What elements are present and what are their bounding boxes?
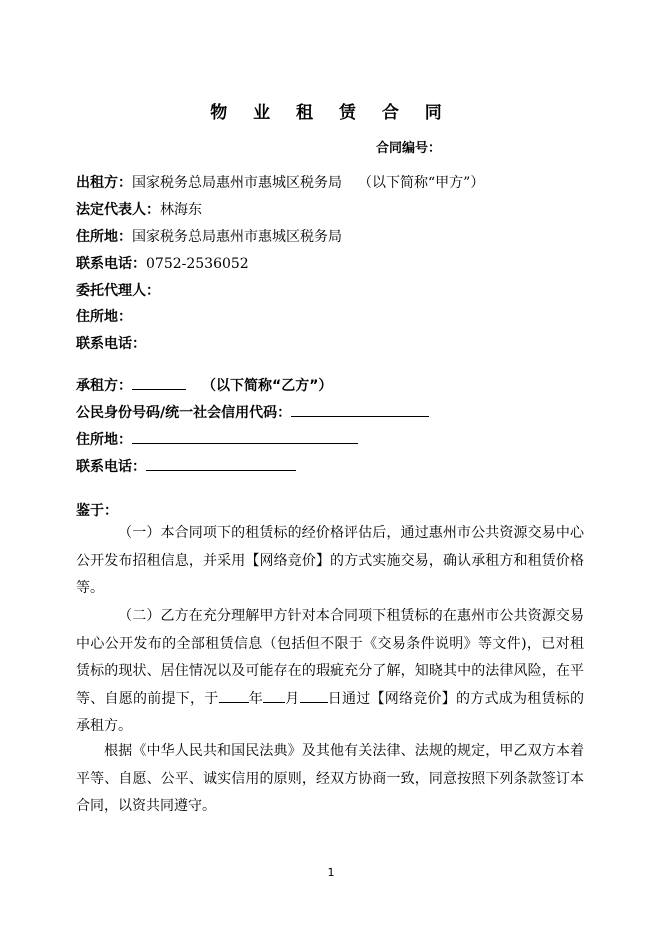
lessee-address-label: 住所地： [76, 432, 132, 448]
recital-1-text: （一）本合同项下的租赁标的经价格评估后，通过惠州市公共资源交易中心公开发布招租信息，并采用【网络竞价】的方式实施交易，确认承租方和租赁价格等。 [76, 525, 584, 596]
year-label: 年 [248, 690, 263, 707]
lessor-line [76, 172, 484, 192]
day-blank [300, 690, 328, 703]
contract-number-label: 合同编号： [376, 141, 442, 156]
month-blank [263, 690, 285, 703]
lessor-phone-line [76, 253, 249, 273]
legal-rep-line [76, 199, 202, 219]
basis-text: 根据《中华人民共和国民法典》及其他有关法律、法规的规定，甲乙双方本着平等、自愿、公平、诚实信用的原则，经双方协商一致，同意按照下列条款签订本合同，以资共同遵守。 [76, 743, 584, 814]
agent-phone-line [76, 333, 146, 353]
lessee-note: （以下简称“乙方”） [202, 378, 333, 394]
lessor-address-value: 国家税务总局惠州市惠城区税务局 [132, 229, 342, 245]
agent-address-line [76, 306, 132, 326]
agent-phone-label: 联系电话： [76, 336, 146, 352]
lessor-phone-label: 联系电话： [76, 256, 146, 272]
lessor-label: 出租方： [76, 175, 132, 191]
lessor-address-label: 住所地： [76, 229, 132, 245]
lessor-note: （以下简称“甲方”） [358, 175, 485, 191]
lessee-label: 承租方： [76, 378, 132, 394]
lessee-blank [132, 377, 186, 390]
basis-paragraph [76, 738, 584, 821]
agent-line [76, 280, 160, 300]
page-number: 1 [327, 866, 335, 879]
recital-2-text-b: 日通过【网络竞价】的方式成为租赁标的承租方。 [76, 690, 584, 734]
whereas-label: 鉴于： [76, 503, 118, 519]
whereas-line [76, 500, 118, 520]
legal-rep-label: 法定代表人： [76, 202, 160, 218]
lessee-id-label: 公民身份号码/统一社会信用代码： [76, 405, 292, 421]
lessee-phone-blank [146, 458, 296, 471]
agent-address-label: 住所地： [76, 309, 132, 325]
lessee-id-blank [291, 404, 429, 417]
lessee-address-blank [132, 431, 358, 444]
lessee-phone-label: 联系电话： [76, 459, 146, 475]
recital-paragraph-2 [76, 603, 584, 741]
lessee-address-line [76, 429, 358, 449]
agent-label: 委托代理人： [76, 283, 160, 299]
recital-paragraph-1 [76, 520, 584, 603]
document-title: 物 业 租 赁 合 同 [210, 103, 452, 123]
lessee-line [76, 375, 332, 395]
lessor-address-line [76, 226, 342, 246]
lessee-phone-line [76, 456, 296, 476]
legal-rep-value: 林海东 [160, 202, 202, 218]
recital-2-text-a: （二）乙方在充分理解甲方针对本合同项下租赁标的在惠州市公共资源交易中心公开发布的全部租赁信息（包括但不限于《交易条件说明》等文件)，已对租赁标的现状、居住情况以及可能存在的瑕疵充分了解，知晓其中的法律风险，在平等、自愿的前提下，于 [76, 608, 584, 707]
year-blank [219, 690, 249, 703]
lessee-id-line [76, 402, 429, 422]
lessor-value: 国家税务总局惠州市惠城区税务局 [132, 175, 342, 191]
lessor-phone-value: 0752-2536052 [146, 256, 249, 272]
month-label: 月 [285, 690, 300, 707]
